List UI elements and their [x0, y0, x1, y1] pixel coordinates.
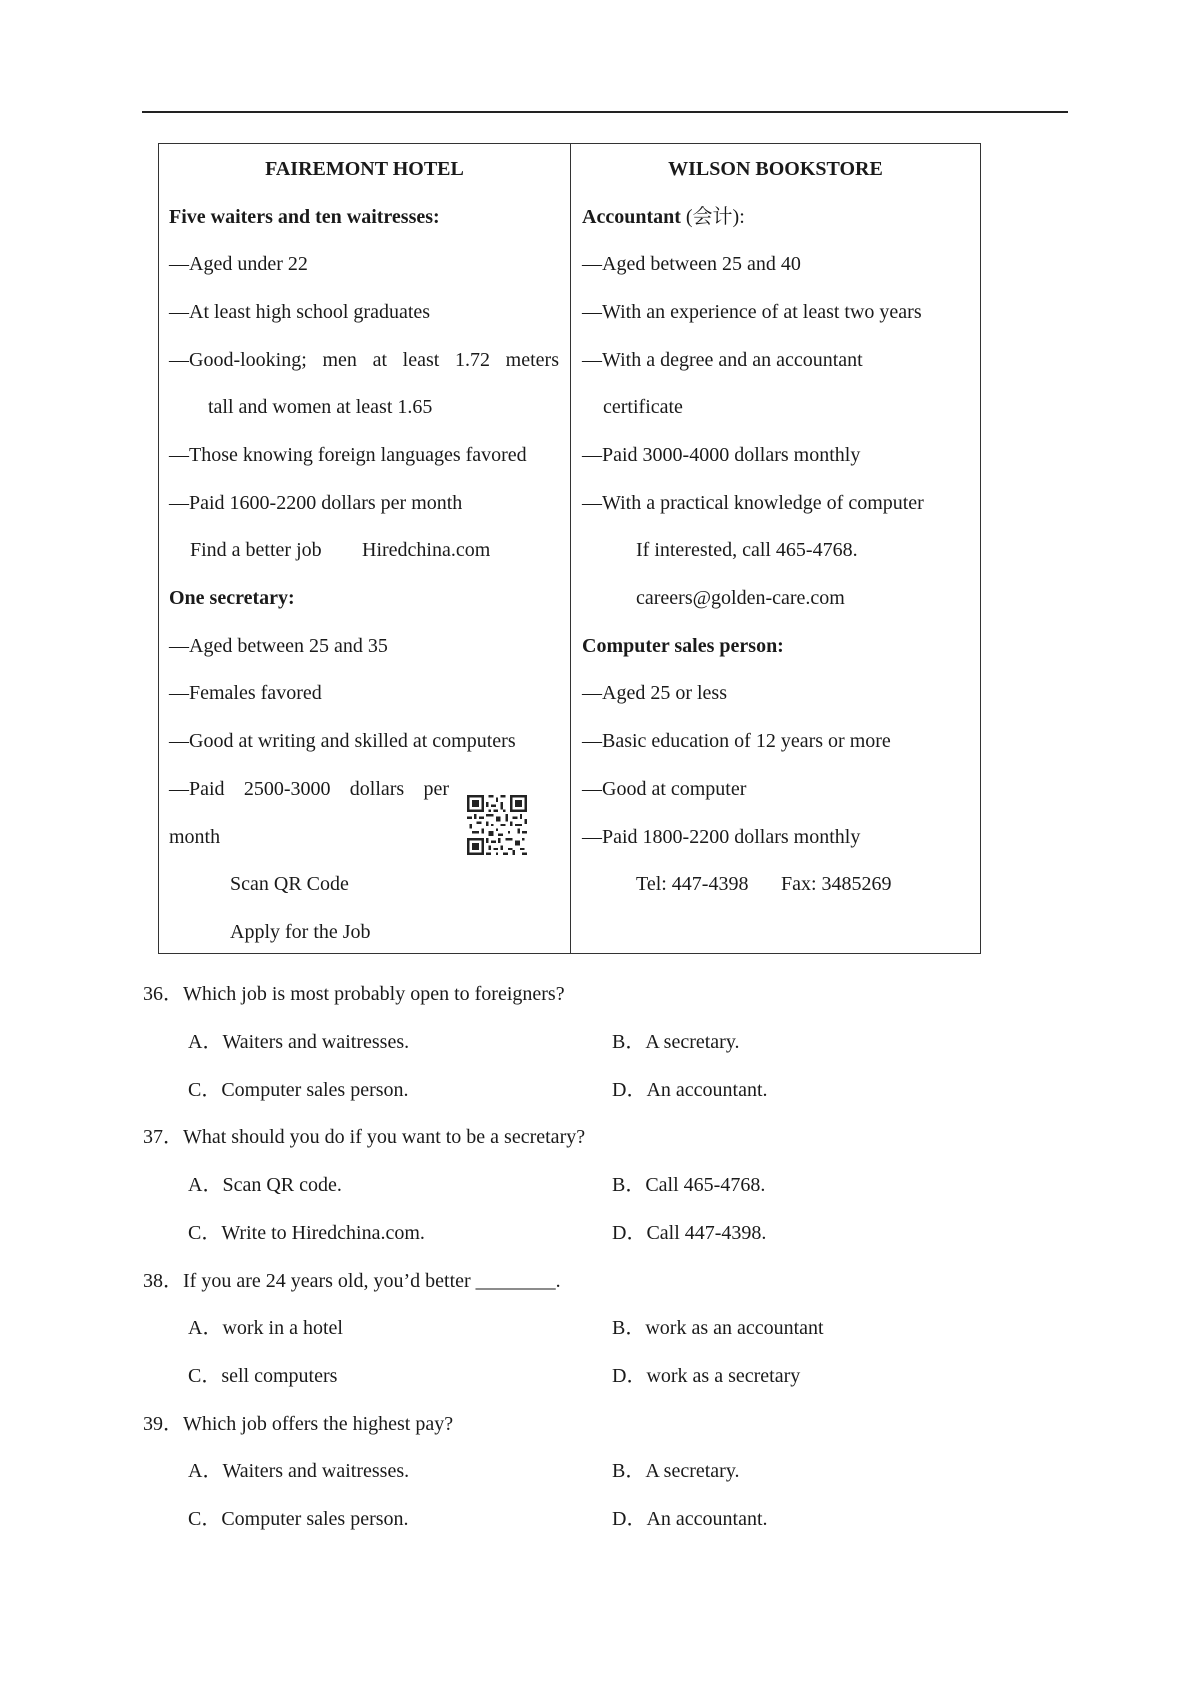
qr-instruction: Apply for the Job: [230, 921, 371, 943]
job-ads-table: [158, 143, 981, 954]
ad-heading: FAIREMONT HOTEL: [265, 158, 464, 180]
requirement-line: —Paid 1800-2200 dollars monthly: [582, 826, 861, 848]
requirement-line: —Good-looking; men at least 1.72 meters: [169, 349, 559, 371]
answer-option[interactable]: D．An accountant.: [612, 1508, 768, 1530]
requirement-line: —Aged 25 or less: [582, 682, 727, 704]
website-text: Hiredchina.com: [362, 539, 491, 561]
question-stem: 37．What should you do if you want to be a secretary?: [143, 1126, 586, 1148]
answer-option[interactable]: C．Computer sales person.: [188, 1079, 409, 1101]
requirement-line: —Paid 3000-4000 dollars monthly: [582, 444, 861, 466]
question-stem: 39．Which job offers the highest pay?: [143, 1413, 454, 1435]
position-title: Five waiters and ten waitresses:: [169, 206, 440, 228]
answer-option[interactable]: C．sell computers: [188, 1365, 338, 1387]
answer-option[interactable]: B．A secretary.: [612, 1031, 740, 1053]
position-title: Computer sales person:: [582, 635, 784, 657]
position-title: One secretary:: [169, 587, 295, 609]
contact-tel: Tel: 447-4398: [636, 873, 749, 895]
answer-option[interactable]: B．A secretary.: [612, 1460, 740, 1482]
requirement-line: —Paid 1600-2200 dollars per month: [169, 492, 463, 514]
question-stem: 36．Which job is most probably open to foreigners?: [143, 983, 565, 1005]
top-rule: [142, 111, 1068, 113]
requirement-line: —Aged under 22: [169, 253, 308, 275]
answer-option[interactable]: A．work in a hotel: [188, 1317, 343, 1339]
fairemont-hotel-ad: [159, 144, 571, 953]
requirement-line: —With a practical knowledge of computer: [582, 492, 924, 514]
requirement-line: —With an experience of at least two years: [582, 301, 922, 323]
requirement-line: certificate: [603, 396, 683, 418]
requirement-line: —Aged between 25 and 40: [582, 253, 801, 275]
contact-phone: If interested, call 465-4768.: [636, 539, 858, 561]
requirement-line: —Good at writing and skilled at computers: [169, 730, 516, 752]
answer-option[interactable]: C．Write to Hiredchina.com.: [188, 1222, 425, 1244]
ad-slogan: Find a better job: [190, 539, 322, 561]
requirement-line: —Aged between 25 and 35: [169, 635, 388, 657]
answer-option[interactable]: D．An accountant.: [612, 1079, 768, 1101]
qr-instruction: Scan QR Code: [230, 873, 349, 895]
requirement-line: —Basic education of 12 years or more: [582, 730, 891, 752]
requirement-line: —Paid 2500-3000 dollars per: [169, 778, 449, 800]
contact-fax: Fax: 3485269: [781, 873, 892, 895]
question-stem: 38．If you are 24 years old, you’d better ________.: [143, 1270, 561, 1292]
accountant-gloss: (会计):: [680, 206, 745, 228]
accountant-title: Accountant: [582, 206, 681, 228]
requirement-line: —Females favored: [169, 682, 322, 704]
ad-heading: WILSON BOOKSTORE: [668, 158, 883, 180]
requirement-line: tall and women at least 1.65: [208, 396, 433, 418]
answer-option[interactable]: A．Waiters and waitresses.: [188, 1460, 410, 1482]
answer-option[interactable]: A．Scan QR code.: [188, 1174, 342, 1196]
requirement-line: —With a degree and an accountant: [582, 349, 863, 371]
requirement-line: month: [169, 826, 221, 848]
qr-code-icon[interactable]: [467, 795, 527, 855]
requirement-line: —Good at computer: [582, 778, 747, 800]
answer-option[interactable]: D．Call 447-4398.: [612, 1222, 767, 1244]
answer-option[interactable]: B．work as an accountant: [612, 1317, 824, 1339]
position-title: [582, 205, 745, 229]
requirement-line: —At least high school graduates: [169, 301, 431, 323]
requirement-line: —Those knowing foreign languages favored: [169, 444, 527, 466]
wilson-bookstore-ad: [571, 144, 980, 953]
contact-email[interactable]: careers@golden-care.com: [636, 587, 845, 609]
answer-option[interactable]: D．work as a secretary: [612, 1365, 801, 1387]
answer-option[interactable]: C．Computer sales person.: [188, 1508, 409, 1530]
answer-option[interactable]: A．Waiters and waitresses.: [188, 1031, 410, 1053]
answer-option[interactable]: B．Call 465-4768.: [612, 1174, 766, 1196]
